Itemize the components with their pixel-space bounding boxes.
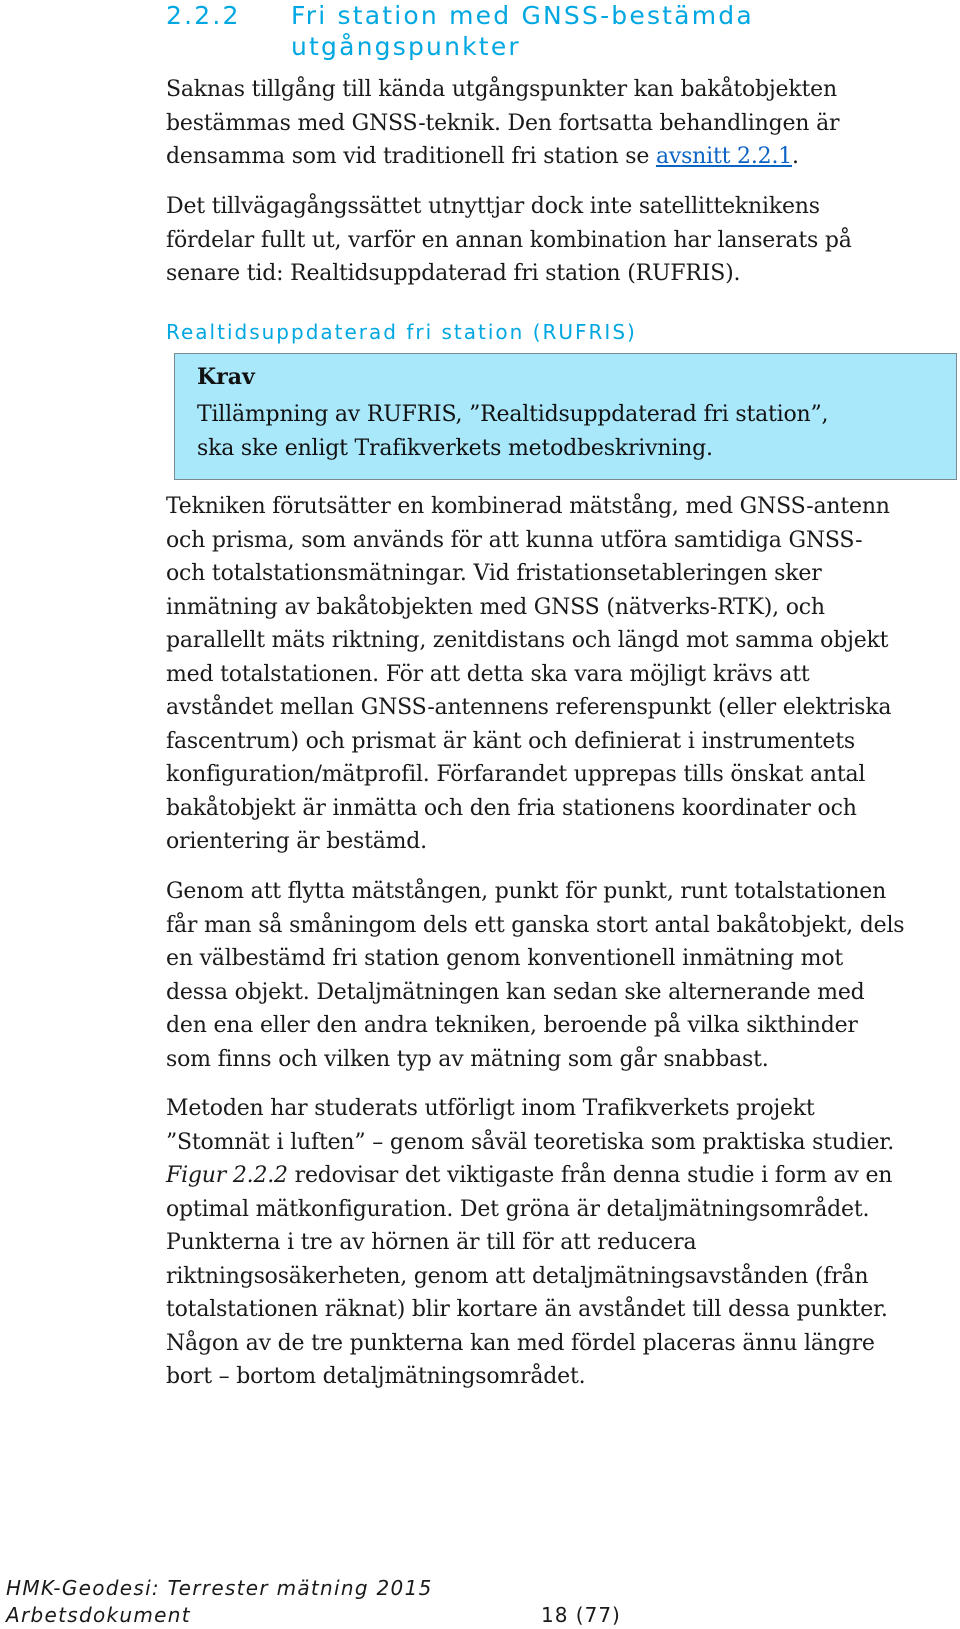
text-line: och totalstationsmätningar. Vid fristationsetableringen sker	[166, 561, 822, 586]
text-line: ska ske enligt Trafikverkets metodbeskrivning.	[197, 435, 713, 461]
text-line: får man så småningom dels ett ganska stort antal bakåtobjekt, dels	[166, 912, 905, 938]
section-link[interactable]: avsnitt 2.2.1	[655, 144, 793, 169]
text-fragment: densamma som vid traditionell fri station se	[166, 144, 656, 169]
text-line: dessa objekt. Detaljmätningen kan sedan ske alternerande med	[166, 979, 865, 1005]
text-line	[166, 1159, 956, 1193]
page-footer	[6, 1575, 646, 1629]
text-line: en välbestämd fri station genom konventionell inmätning mot	[166, 946, 843, 971]
section-title-line2: utgångspunkter	[291, 32, 521, 61]
text-fragment: .	[792, 144, 799, 169]
text-line: Någon av de tre punkterna kan med fördel placeras ännu längre	[166, 1330, 875, 1356]
requirement-box	[174, 353, 957, 480]
text-line: och prisma, som används för att kunna utföra samtidiga GNSS-	[166, 527, 863, 553]
text-line: Genom att flytta mätstången, punkt för punkt, runt totalstationen	[166, 879, 887, 904]
text-line: Det tillvägagångssättet utnyttjar dock inte satellitteknikens	[166, 194, 820, 219]
page-number: 18 (77)	[541, 1603, 621, 1627]
text-line: som finns och vilken typ av mätning som går snabbast.	[166, 1046, 769, 1072]
text-line: Saknas tillgång till kända utgångspunkter kan bakåtobjekten	[166, 77, 837, 102]
text-line: ”Stomnät i luften” – genom såväl teoretiska som praktiska studier.	[166, 1129, 895, 1155]
text-line: Punkterna i tre av hörnen är till för att reducera	[166, 1230, 697, 1255]
text-line: avståndet mellan GNSS-antennens referenspunkt (eller elektriska	[166, 695, 892, 720]
text-line: senare tid: Realtidsuppdaterad fri station (RUFRIS).	[166, 261, 741, 286]
subsection-heading: Realtidsuppdaterad fri station (RUFRIS)	[166, 320, 637, 344]
intro-paragraph	[166, 73, 956, 174]
text-line: Tekniken förutsätter en kombinerad mätstång, med GNSS-antenn	[166, 494, 890, 519]
section-title-line1: Fri station med GNSS-bestämda	[291, 1, 754, 30]
text-line: parallellt mäts riktning, zenitdistans och längd mot samma objekt	[166, 628, 889, 653]
text-line: konfiguration/mätprofil. Förfarandet upprepas tills önskat antal	[166, 762, 866, 787]
requirement-title: Krav	[197, 364, 255, 390]
text-line: Metoden har studerats utförligt inom Trafikverkets projekt	[166, 1096, 815, 1121]
text-line: Tillämpning av RUFRIS, ”Realtidsuppdaterad fri station”,	[197, 402, 829, 427]
section-heading	[166, 0, 946, 62]
text-line	[166, 140, 956, 174]
requirement-text	[197, 398, 947, 465]
text-line: orientering är bestämd.	[166, 829, 427, 854]
text-fragment: redovisar det viktigaste från denna studie i form av en	[287, 1163, 893, 1188]
text-line: bort – bortom detaljmätningsområdet.	[166, 1364, 586, 1389]
text-line: den ena eller den andra tekniken, beroende på vilka sikthinder	[166, 1013, 858, 1038]
text-line: riktningsosäkerheten, genom att detaljmätningsavstånden (från	[166, 1263, 869, 1289]
footer-document-status: Arbetsdokument	[6, 1603, 191, 1627]
text-line: totalstationen räknat) blir kortare än avståndet till dessa punkter.	[166, 1297, 888, 1322]
text-line: bestämmas med GNSS-teknik. Den fortsatta behandlingen är	[166, 110, 840, 136]
paragraph-2	[166, 190, 956, 291]
text-line: bakåtobjekt är inmätta och den fria stationens koordinater och	[166, 795, 857, 821]
text-line: fördelar fullt ut, varför en annan kombination har lanserats på	[166, 227, 852, 253]
paragraph-3	[166, 490, 956, 859]
text-line: fascentrum) och prismat är känt och definierat i instrumentets	[166, 728, 855, 754]
footer-line-2	[6, 1602, 646, 1629]
section-number: 2.2.2	[166, 1, 241, 30]
figure-reference: Figur 2.2.2	[166, 1163, 288, 1188]
text-line: optimal mätkonfiguration. Det gröna är detaljmätningsområdet.	[166, 1196, 870, 1222]
footer-document-title: HMK-Geodesi: Terrester mätning 2015	[6, 1576, 433, 1600]
paragraph-5	[166, 1092, 956, 1394]
text-line: med totalstationen. För att detta ska vara möjligt krävs att	[166, 661, 810, 687]
text-line: inmätning av bakåtobjekten med GNSS (nätverks-RTK), och	[166, 594, 825, 620]
paragraph-4	[166, 875, 956, 1076]
